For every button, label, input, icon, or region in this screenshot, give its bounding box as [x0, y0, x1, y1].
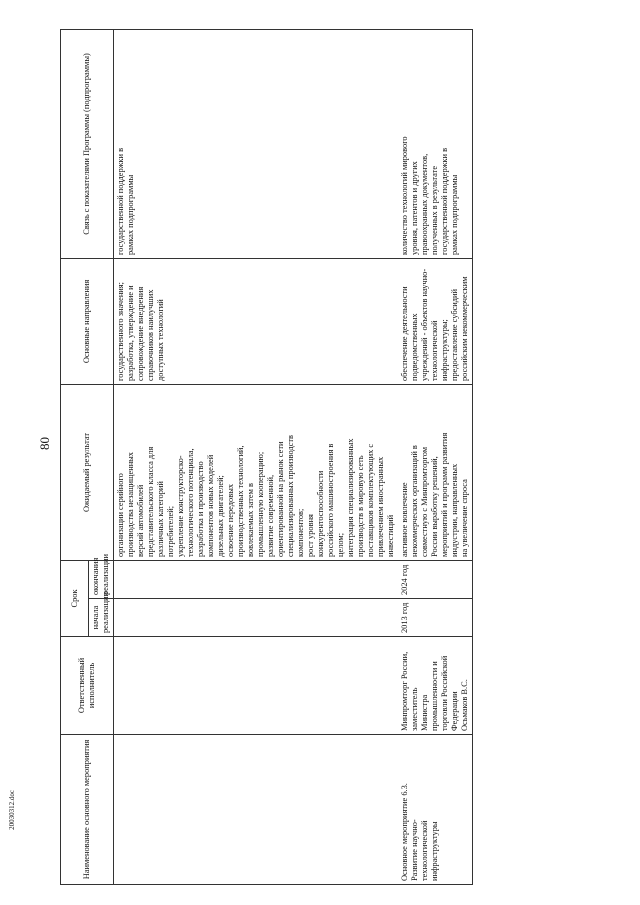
- cell-line: российским некоммерческим: [460, 276, 469, 381]
- cell-line: версий автомобилей: [136, 484, 145, 557]
- rotated-table-container: [60, 30, 605, 885]
- cell-line: интеграция специализированных: [346, 438, 355, 557]
- cell-line: инфраструктуры;: [440, 319, 449, 381]
- cell-line: государственной поддержки в: [440, 147, 449, 255]
- cell-line: организации серийного: [116, 473, 125, 557]
- cell-line: Минпромторг России,: [400, 651, 409, 731]
- cell-directions: [398, 259, 473, 385]
- cell-line: поставщиков комплектующих с: [366, 443, 375, 557]
- header-term: Срок: [61, 561, 89, 637]
- table-body: [114, 30, 473, 885]
- header-term-start: начала реализации: [89, 599, 114, 637]
- cell-line: Развитие научно-: [410, 819, 419, 881]
- cell-line: правоохранных документов,: [420, 153, 429, 255]
- table-header: [61, 30, 114, 885]
- cell-term-start: [114, 599, 399, 637]
- cell-line: компонентов;: [296, 508, 305, 557]
- footer-document-code: 20030312.doc: [8, 790, 16, 830]
- cell-line: промышленности и: [430, 661, 439, 731]
- cell-line: разработка и производство: [196, 461, 205, 557]
- header-directions: Основные направления: [61, 259, 114, 385]
- cell-line: целом;: [336, 532, 345, 557]
- cell-line: Министра: [420, 694, 429, 731]
- cell-line: доступных технологий: [156, 299, 165, 381]
- cell-line: российского машиностроения в: [326, 443, 335, 557]
- cell-line: технологического потенциала,: [186, 448, 195, 557]
- cell-line: производственных технологий,: [236, 445, 245, 557]
- cell-line: полученных в результате: [430, 165, 439, 255]
- cell-line: освоение передовых: [226, 483, 235, 557]
- cell-line: активное вовлечение: [400, 482, 409, 557]
- cell-line: дизельных двигателей;: [216, 475, 225, 557]
- cell-line: мероприятий и программ развития: [440, 432, 449, 557]
- cell-line: государственной поддержки в: [116, 147, 125, 255]
- cell-line: заместитель: [410, 687, 419, 731]
- cell-line: справочников наилучших: [146, 289, 155, 381]
- cell-line: предоставление субсидий: [450, 288, 459, 381]
- cell-line: государственного значения;: [116, 282, 125, 381]
- table-row: [398, 30, 473, 885]
- cell-directions: [114, 259, 399, 385]
- cell-line: России выработку решений,: [430, 456, 439, 557]
- cell-line: на увеличение спроса: [460, 479, 469, 557]
- page-number: 80: [37, 437, 52, 450]
- header-executor: Ответственный исполнитель: [61, 637, 114, 735]
- cell-line: производств в мировую сеть: [356, 455, 365, 557]
- cell-line: торговли Российской: [440, 655, 449, 731]
- cell-line: Федерации: [450, 691, 459, 731]
- cell-term-start: 2013 год: [398, 599, 473, 637]
- cell-line: обеспечение деятельности: [400, 286, 409, 381]
- cell-line: вовлекаемых затем в: [246, 483, 255, 557]
- cell-line: Осьмаков В.С.: [460, 679, 469, 731]
- cell-link: [398, 30, 473, 259]
- cell-executor: [114, 637, 399, 735]
- cell-line: привлечением иностранных: [376, 456, 385, 557]
- header-link: Связь с показателями Программы (подпрограммы): [61, 30, 114, 259]
- cell-line: различных категорий: [156, 481, 165, 557]
- cell-line: индустрии, направленных: [450, 463, 459, 557]
- cell-executor: [398, 637, 473, 735]
- cell-line: представительского класса для: [146, 446, 155, 557]
- cell-line: укрепление конструкторско-: [176, 455, 185, 557]
- cell-line: рост уровня: [306, 514, 315, 557]
- cell-line: учреждений - объектов научно-: [420, 268, 429, 381]
- cell-line: уровня, патентов и других: [410, 161, 419, 255]
- cell-line: инвестиций: [386, 514, 395, 557]
- cell-expected-result: [114, 385, 399, 561]
- cell-line: Основное мероприятие 6.3.: [400, 783, 409, 881]
- cell-line: специализированных производств: [286, 434, 295, 557]
- header-measure-name: Наименование основного мероприятия: [61, 735, 114, 885]
- cell-line: подведомственных: [410, 313, 419, 381]
- header-expected-result: Ожидаемый результат: [61, 385, 114, 561]
- cell-term-end: [114, 561, 399, 599]
- cell-line: производства незащищенных: [126, 452, 135, 557]
- cell-line: рамках подпрограммы: [450, 174, 459, 255]
- cell-line: совместную с Минпромторгом: [420, 446, 429, 557]
- header-term-end: окончания реализации: [89, 561, 114, 599]
- cell-term-end: 2024 год: [398, 561, 473, 599]
- cell-line: количество технологий мирового: [400, 136, 409, 255]
- cell-line: инфраструктуры: [430, 821, 439, 881]
- cell-line: сопровождение внедрения: [136, 286, 145, 381]
- cell-line: рамках подпрограммы: [126, 174, 135, 255]
- cell-line: развитие современной,: [266, 474, 275, 557]
- cell-link: [114, 30, 399, 259]
- cell-line: разработка, утверждение и: [126, 285, 135, 381]
- cell-expected-result: [398, 385, 473, 561]
- cell-line: потребителей;: [166, 505, 175, 557]
- cell-measure-name: [398, 735, 473, 885]
- cell-line: технологической: [430, 320, 439, 381]
- measures-table: [60, 29, 473, 885]
- cell-measure-name: [114, 735, 399, 885]
- cell-line: компонентов новых моделей: [206, 454, 215, 557]
- cell-line: конкурентоспособности: [316, 470, 325, 557]
- table-row: [114, 30, 399, 885]
- cell-line: технологической: [420, 820, 429, 881]
- cell-line: ориентированной на рынок сети: [276, 441, 285, 557]
- cell-line: промышленную кооперацию;: [256, 451, 265, 557]
- cell-line: некоммерческих организаций в: [410, 445, 419, 557]
